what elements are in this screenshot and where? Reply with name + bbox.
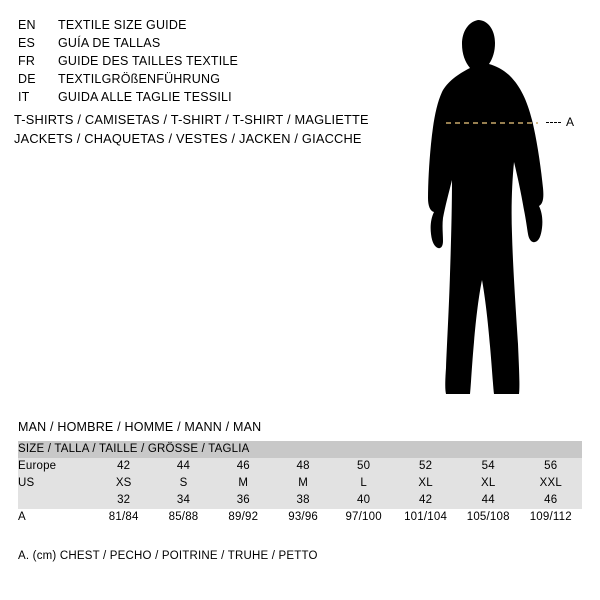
cell: M (273, 475, 333, 492)
size-table (18, 441, 582, 526)
cell: 52 (394, 458, 457, 475)
cell: XXL (520, 475, 582, 492)
garment-category-tshirts: T-SHIRTS / CAMISETAS / T-SHIRT / T-SHIRT / MAGLIETTE (14, 112, 369, 127)
row-label: Europe (18, 458, 94, 475)
table-row (18, 475, 582, 492)
cell: 42 (94, 458, 154, 475)
row-label (18, 492, 94, 509)
cell: 85/88 (154, 509, 214, 526)
cell: 48 (273, 458, 333, 475)
cell: 81/84 (94, 509, 154, 526)
language-title: GUIDA ALLE TAGLIE TESSILI (58, 90, 232, 104)
cell: 40 (333, 492, 394, 509)
cell: 46 (520, 492, 582, 509)
row-label: US (18, 475, 94, 492)
table-row (18, 509, 582, 526)
language-row (18, 52, 378, 70)
measure-label-a: A (566, 115, 575, 129)
table-group-title: MAN / HOMBRE / HOMME / MANN / MAN (18, 420, 262, 434)
cell: XS (94, 475, 154, 492)
cell: XL (457, 475, 520, 492)
language-title-list (18, 16, 378, 106)
language-row (18, 16, 378, 34)
language-row (18, 70, 378, 88)
language-code: ES (18, 36, 36, 50)
table-header-row (18, 441, 582, 458)
silhouette-icon (400, 12, 590, 402)
cell: 54 (457, 458, 520, 475)
cell: 42 (394, 492, 457, 509)
cell: 101/104 (394, 509, 457, 526)
male-silhouette-figure (400, 12, 590, 402)
language-code: DE (18, 72, 36, 86)
cell: 44 (457, 492, 520, 509)
cell: 46 (213, 458, 273, 475)
language-row (18, 88, 378, 106)
cell: XL (394, 475, 457, 492)
language-title: TEXTILGRÖßENFÜHRUNG (58, 72, 221, 86)
table-row (18, 492, 582, 509)
cell: L (333, 475, 394, 492)
cell: 38 (273, 492, 333, 509)
language-title: GUÍA DE TALLAS (58, 36, 161, 50)
table-footnote: A. (cm) CHEST / PECHO / POITRINE / TRUHE / PETTO (18, 550, 318, 562)
language-title: TEXTILE SIZE GUIDE (58, 18, 187, 32)
language-code: EN (18, 18, 36, 32)
cell: M (213, 475, 273, 492)
language-code: IT (18, 90, 30, 104)
table-header-label: SIZE / TALLA / TAILLE / GRÖSSE / TAGLIA (18, 441, 582, 458)
cell: 36 (213, 492, 273, 509)
cell: 97/100 (333, 509, 394, 526)
cell: S (154, 475, 214, 492)
cell: 50 (333, 458, 394, 475)
garment-category-jackets: JACKETS / CHAQUETAS / VESTES / JACKEN / GIACCHE (14, 131, 362, 146)
table-row (18, 458, 582, 475)
cell: 44 (154, 458, 214, 475)
language-title: GUIDE DES TAILLES TEXTILE (58, 54, 239, 68)
garment-category-list (14, 110, 369, 148)
language-row (18, 34, 378, 52)
cell: 93/96 (273, 509, 333, 526)
cell: 32 (94, 492, 154, 509)
language-code: FR (18, 54, 36, 68)
cell: 89/92 (213, 509, 273, 526)
cell: 34 (154, 492, 214, 509)
row-label: A (18, 509, 94, 526)
cell: 109/112 (520, 509, 582, 526)
measure-leader-line (546, 122, 561, 123)
cell: 105/108 (457, 509, 520, 526)
cell: 56 (520, 458, 582, 475)
